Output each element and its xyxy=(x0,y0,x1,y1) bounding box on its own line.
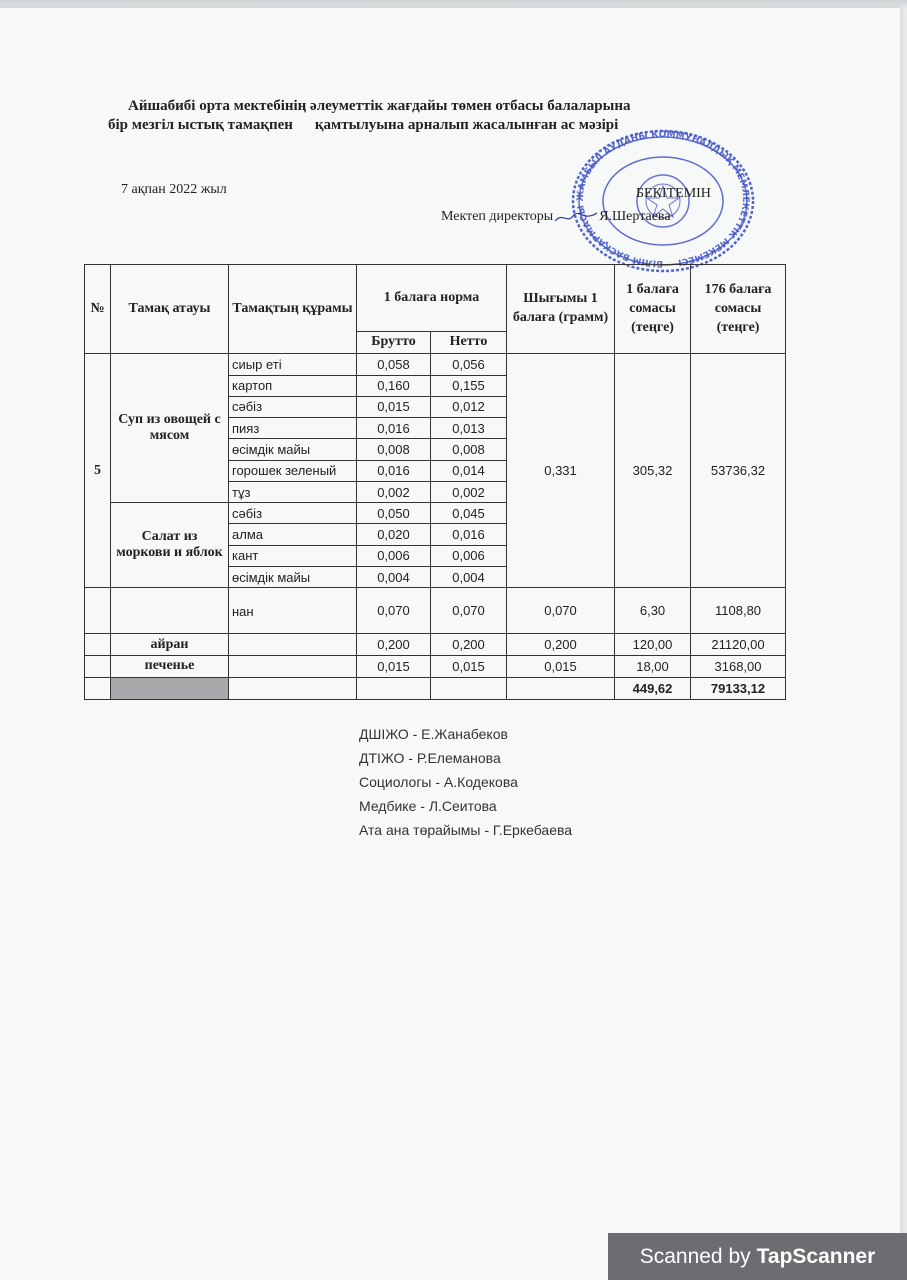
ingredient: сиыр еті xyxy=(229,354,357,375)
netto: 0,002 xyxy=(431,481,507,502)
ingredient: сәбіз xyxy=(229,503,357,524)
table-row xyxy=(85,354,786,375)
netto: 0,056 xyxy=(431,354,507,375)
cookie-netto: 0,015 xyxy=(431,656,507,677)
ayran-yield: 0,200 xyxy=(507,633,615,655)
header-cost1: 1 балаға сомасы (теңге) xyxy=(615,265,691,354)
netto: 0,045 xyxy=(431,503,507,524)
bread-cost1: 6,30 xyxy=(615,588,691,634)
netto: 0,013 xyxy=(431,418,507,439)
header-composition: Тамақтың құрамы xyxy=(229,265,357,354)
table-row-ayran xyxy=(85,633,786,655)
ayran-netto: 0,200 xyxy=(431,633,507,655)
brutto: 0,008 xyxy=(357,439,431,460)
netto: 0,155 xyxy=(431,375,507,396)
signature-icon xyxy=(553,210,599,224)
director-line xyxy=(441,209,671,225)
redacted-cell xyxy=(111,677,229,699)
brutto: 0,016 xyxy=(357,460,431,481)
header-yield: Шығымы 1 балаға (грамм) xyxy=(507,265,615,354)
ingredient: сәбіз xyxy=(229,396,357,417)
header-no: № xyxy=(85,265,111,354)
ingredient: тұз xyxy=(229,481,357,502)
header-cost176: 176 балаға сомасы (теңге) xyxy=(691,265,786,354)
bread-name: нан xyxy=(229,588,357,634)
ingredient: алма xyxy=(229,524,357,545)
netto: 0,012 xyxy=(431,396,507,417)
ingredient: өсімдік майы xyxy=(229,439,357,460)
netto: 0,016 xyxy=(431,524,507,545)
signatory: Медбике - Л.Сеитова xyxy=(359,798,497,814)
ingredient: пияз xyxy=(229,418,357,439)
bread-brutto: 0,070 xyxy=(357,588,431,634)
ayran-brutto: 0,200 xyxy=(357,633,431,655)
brutto: 0,004 xyxy=(357,567,431,588)
signatory: ДШІЖО - Е.Жанабеков xyxy=(359,726,508,742)
brutto: 0,016 xyxy=(357,418,431,439)
table-row-total xyxy=(85,677,786,699)
brutto: 0,160 xyxy=(357,375,431,396)
header-netto: Нетто xyxy=(431,331,507,353)
cookie-name: печенье xyxy=(111,656,229,677)
signatory: Ата ана төрайымы - Г.Еркебаева xyxy=(359,822,573,838)
dish-soup: Суп из овощей с мясом xyxy=(111,354,229,503)
netto: 0,006 xyxy=(431,545,507,566)
cookie-yield: 0,015 xyxy=(507,656,615,677)
brutto: 0,050 xyxy=(357,503,431,524)
ayran-cost176: 21120,00 xyxy=(691,633,786,655)
brutto: 0,006 xyxy=(357,545,431,566)
bread-yield: 0,070 xyxy=(507,588,615,634)
bread-netto: 0,070 xyxy=(431,588,507,634)
cookie-cost176: 3168,00 xyxy=(691,656,786,677)
cookie-cost1: 18,00 xyxy=(615,656,691,677)
ingredient: өсімдік майы xyxy=(229,567,357,588)
brutto: 0,058 xyxy=(357,354,431,375)
signatory: ДТІЖО - Р.Елеманова xyxy=(359,750,501,766)
approval-label: БЕКІТЕМІН xyxy=(636,186,711,201)
director-name: Я.Шертаева xyxy=(599,209,671,224)
ingredient: кант xyxy=(229,545,357,566)
total-cost176: 79133,12 xyxy=(691,677,786,699)
title-line-1: Айшабибі орта мектебінің әлеуметтік жағдайы төмен отбасы балаларына xyxy=(128,98,631,114)
table-row-bread xyxy=(85,588,786,634)
title-line-2 xyxy=(108,117,618,134)
ingredient: картоп xyxy=(229,375,357,396)
header-brutto: Брутто xyxy=(357,331,431,353)
header-food: Тамақ атауы xyxy=(111,265,229,354)
director-label: Мектеп директоры xyxy=(441,209,554,224)
stamp-ring-text: БІЛІМ БАСҚАРМАСЫ ЖАМБЫЛ АУДАНЫ КОММУНАЛДЫҚ МЕМЛЕКЕТТІК МЕКЕМЕСІ xyxy=(575,129,751,269)
scanner-watermark xyxy=(608,1233,907,1280)
ingredient: горошек зеленый xyxy=(229,460,357,481)
watermark-prefix: Scanned by xyxy=(639,1244,751,1268)
title-line-2b: қамтылуына арналып жасалынған ас мәзірі xyxy=(314,117,619,133)
header-norm: 1 балаға норма xyxy=(357,265,507,332)
ayran-name: айран xyxy=(111,633,229,655)
table-row-cookie xyxy=(85,656,786,677)
cookie-brutto: 0,015 xyxy=(357,656,431,677)
brutto: 0,015 xyxy=(357,396,431,417)
bread-cost176: 1108,80 xyxy=(691,588,786,634)
group-cost1: 305,32 xyxy=(615,354,691,588)
document-date: 7 ақпан 2022 жыл xyxy=(121,182,227,197)
brutto: 0,020 xyxy=(357,524,431,545)
dish-salad: Салат из моркови и яблок xyxy=(111,503,229,588)
netto: 0,014 xyxy=(431,460,507,481)
netto: 0,004 xyxy=(431,567,507,588)
group-yield: 0,331 xyxy=(507,354,615,588)
total-cost1: 449,62 xyxy=(615,677,691,699)
row-number: 5 xyxy=(85,354,111,588)
netto: 0,008 xyxy=(431,439,507,460)
brutto: 0,002 xyxy=(357,481,431,502)
group-cost176: 53736,32 xyxy=(691,354,786,588)
signatories-list xyxy=(359,722,572,842)
menu-table xyxy=(84,264,786,700)
ayran-cost1: 120,00 xyxy=(615,633,691,655)
title-line-2a: бір мезгіл ыстық тамақпен xyxy=(108,117,293,133)
signatory: Социологы - А.Кодекова xyxy=(359,774,518,790)
watermark-brand: TapScanner xyxy=(756,1244,876,1268)
